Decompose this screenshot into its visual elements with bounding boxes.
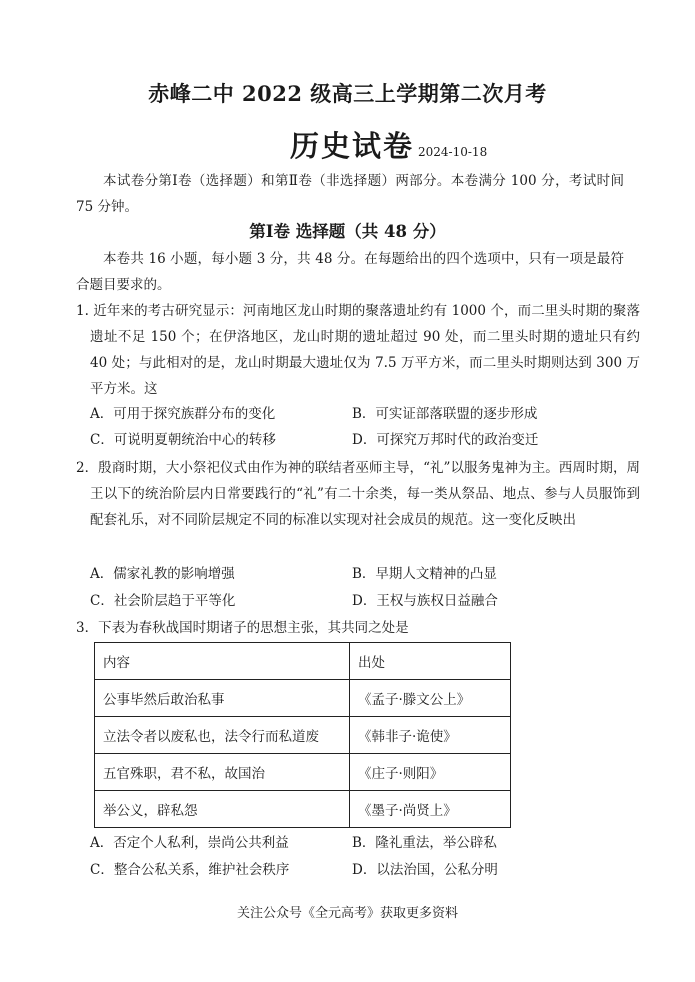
subject-title bbox=[290, 124, 487, 165]
footer-note: 关注公众号《全元高考》获取更多资料 bbox=[236, 906, 458, 921]
question-2-option-b: B．早期人文精神的凸显 bbox=[352, 566, 497, 582]
question-2-option-c: C．社会阶层趋于平等化 bbox=[90, 593, 236, 609]
table-cell-source: 《庄子·则阳》 bbox=[350, 754, 511, 791]
question-2-stem: 2．殷商时期，大小祭祀仪式由作为神的联结者巫师主导，“礼”以服务鬼神为主。西周时期，周王以下的统治阶层内日常要践行的“礼”有二十余类，每一类从祭品、地点、参与人员服饰到配套礼乐，对不同阶层规定不同的标准以实现对社会成员的规范。这一变化反映出 bbox=[76, 460, 640, 528]
table-cell-content: 举公义，辟私怨 bbox=[95, 791, 350, 828]
table-row bbox=[95, 717, 511, 754]
question-3-option-b: B．隆礼重法，举公辟私 bbox=[352, 835, 497, 851]
table-cell-content: 五官殊职，君不私，故国治 bbox=[95, 754, 350, 791]
table-header-content: 内容 bbox=[95, 643, 350, 680]
exam-title: 赤峰二中 2022 级高三上学期第二次月考 bbox=[148, 81, 547, 106]
question-1-option-d: D．可探究万邦时代的政治变迁 bbox=[352, 432, 539, 448]
subject-name: 历史试卷 bbox=[290, 129, 415, 163]
table-cell-source: 《孟子·滕文公上》 bbox=[350, 680, 511, 717]
question-3-option-d: D．以法治国，公私分明 bbox=[352, 862, 498, 878]
question-3-option-a: A．否定个人私利，崇尚公共利益 bbox=[90, 835, 289, 851]
question-3-option-c: C．整合公私关系，维护社会秩序 bbox=[90, 862, 290, 878]
thought-table bbox=[94, 642, 511, 828]
question-2-option-a: A．儒家礼教的影响增强 bbox=[90, 566, 235, 582]
question-1-option-b: B．可实证部落联盟的逐步形成 bbox=[352, 406, 538, 422]
table-cell-source: 《墨子·尚贤上》 bbox=[350, 791, 511, 828]
table-header-source: 出处 bbox=[350, 643, 511, 680]
table-row bbox=[95, 754, 511, 791]
section-title: 第Ⅰ卷 选择题（共 48 分） bbox=[249, 222, 446, 241]
question-2-option-d: D．王权与族权日益融合 bbox=[352, 593, 498, 609]
table-cell-content: 公事毕然后敢治私事 bbox=[95, 680, 350, 717]
exam-intro: 本试卷分第Ⅰ卷（选择题）和第Ⅱ卷（非选择题）两部分。本卷满分 100 分，考试时间 75 分钟。 bbox=[76, 173, 624, 215]
table-cell-content: 立法令者以废私也，法令行而私道废 bbox=[95, 717, 350, 754]
table-header-row bbox=[95, 643, 511, 680]
question-1-option-a: A．可用于探究族群分布的变化 bbox=[90, 406, 276, 422]
table-row bbox=[95, 680, 511, 717]
question-1-stem: 1. 近年来的考古研究显示：河南地区龙山时期的聚落遗址约有 1000 个，而二里头时期的聚落遗址不足 150 个；在伊洛地区，龙山时期的遗址超过 90 处，而二里头时期的遗址只有约 40 处；与此相对的是，龙山时期最大遗址仅为 7.5 万平方米，而二里头时期则达到 300 万平方米。这 bbox=[76, 303, 640, 397]
exam-date: 2024-10-18 bbox=[418, 145, 488, 159]
question-1-option-c: C．可说明夏朝统治中心的转移 bbox=[90, 432, 276, 448]
question-3-stem: 3．下表为春秋战国时期诸子的思想主张，其共同之处是 bbox=[76, 620, 409, 636]
table-row bbox=[95, 791, 511, 828]
table-cell-source: 《韩非子·诡使》 bbox=[350, 717, 511, 754]
section-instructions: 本卷共 16 小题，每小题 3 分，共 48 分。在每题给出的四个选项中，只有一项是最符合题目要求的。 bbox=[76, 251, 624, 293]
